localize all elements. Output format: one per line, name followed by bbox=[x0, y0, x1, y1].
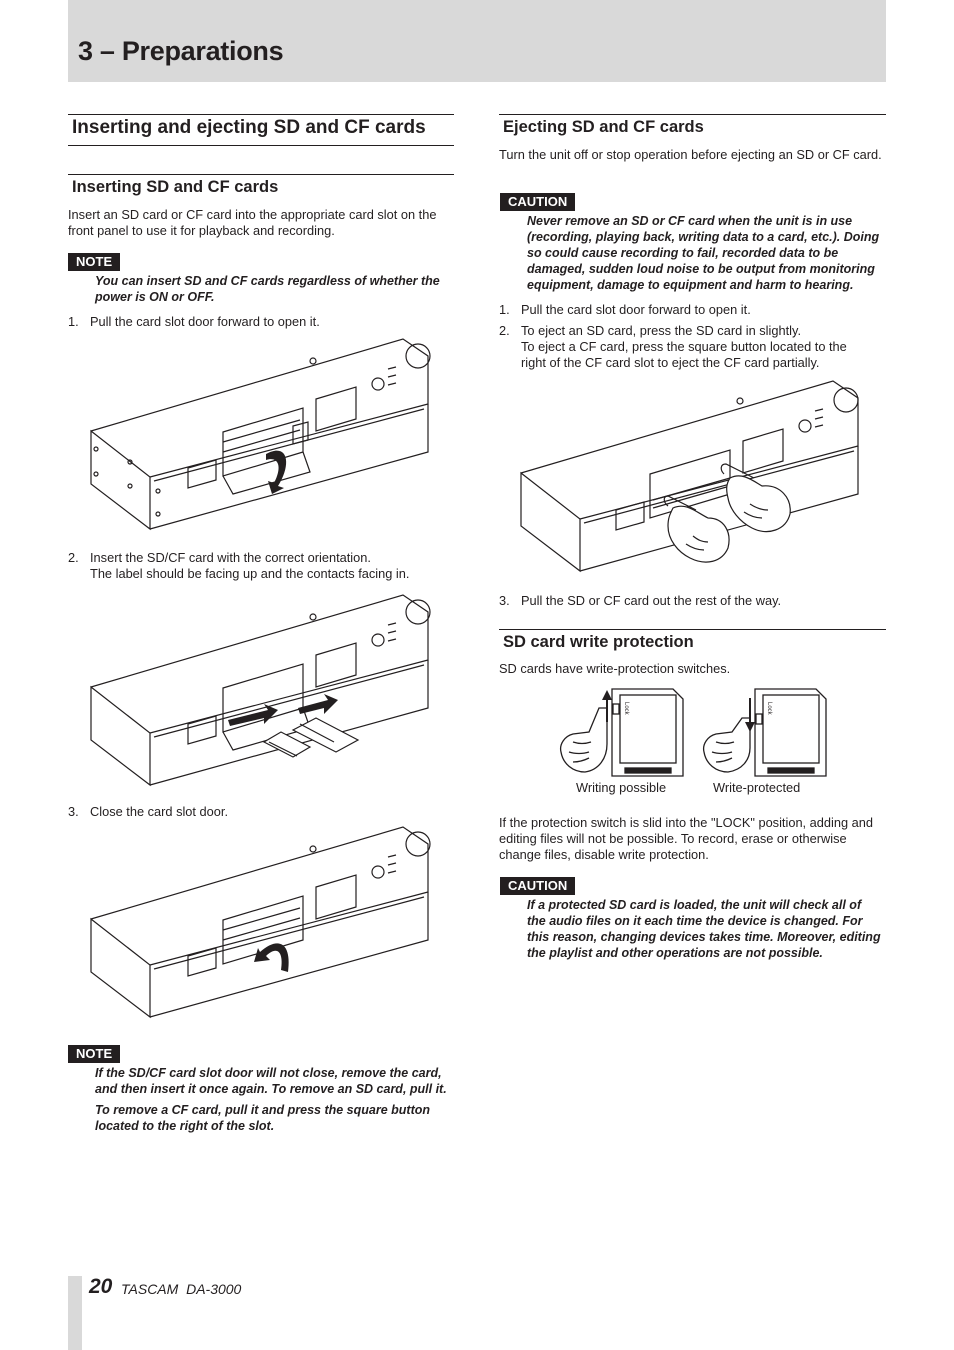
inserting-intro: Insert an SD card or CF card into the appropriate card slot on the front panel to use it for playback and recording. bbox=[68, 207, 437, 238]
footer-bar bbox=[68, 1276, 82, 1350]
step-number: 3. bbox=[68, 804, 79, 819]
step-text: Pull the card slot door forward to open it. bbox=[521, 302, 751, 317]
heading-write-protection bbox=[499, 629, 886, 654]
note2-text-2: To remove a CF card, pull it and press the square button located to the right of the slot. bbox=[95, 1103, 431, 1133]
section-title: Inserting and ejecting SD and CF cards bbox=[72, 117, 426, 138]
heading-ejecting-text: Ejecting SD and CF cards bbox=[503, 118, 704, 136]
device-illustration-close-door bbox=[88, 824, 438, 1022]
step-text: To eject a CF card, press the square button located to the bbox=[521, 339, 847, 354]
footer-brand: TASCAM DA-3000 bbox=[121, 1281, 242, 1297]
heading-ejecting bbox=[499, 114, 886, 139]
step-text: right of the CF card slot to eject the CF card partially. bbox=[521, 355, 820, 370]
write-protection-body: If the protection switch is slid into the "LOCK" position, adding and editing files will not be possible. To record, erase or otherwise change files, disable write protection. bbox=[499, 815, 874, 862]
heading-inserting-text: Inserting SD and CF cards bbox=[72, 178, 279, 196]
step-text: Close the card slot door. bbox=[90, 804, 228, 819]
device-illustration-open-door bbox=[88, 334, 438, 532]
caution-text: Never remove an SD or CF card when the unit is in use (recording, playing back, writing data to a card, etc.). Doing so could cause recording to fail, recorded data to be damaged, sudden loud noise to be output from monitoring equipment, damage to equipment and harm to hearing. bbox=[527, 214, 880, 292]
note-label: NOTE bbox=[68, 253, 120, 271]
step-text: To eject an SD card, press the SD card in slightly. bbox=[521, 323, 801, 338]
device-illustration-eject bbox=[518, 376, 866, 574]
write-protection-intro: SD cards have write-protection switches. bbox=[499, 661, 731, 676]
step-number: 3. bbox=[499, 593, 510, 608]
note2-label: NOTE bbox=[68, 1045, 120, 1063]
step-text: The label should be facing up and the contacts facing in. bbox=[90, 566, 410, 581]
step-number: 2. bbox=[499, 323, 510, 338]
caution2-label: CAUTION bbox=[500, 877, 575, 895]
page-number: 20 bbox=[89, 1275, 113, 1298]
step-number: 2. bbox=[68, 550, 79, 565]
lock-label: Lock bbox=[623, 702, 629, 715]
step-number: 1. bbox=[499, 302, 510, 317]
caption-write-protected: Write-protected bbox=[713, 780, 801, 795]
chapter-title: 3 – Preparations bbox=[78, 36, 284, 66]
caution2-text: If a protected SD card is loaded, the unit will check all of the audio files on it each time the device is changed. For this reason, changing devices takes time. Moreover, editing the playlist and other operations are not possible. bbox=[527, 898, 881, 960]
caption-writing-possible: Writing possible bbox=[576, 780, 667, 795]
heading-write-protection-text: SD card write protection bbox=[503, 633, 694, 651]
note2-text-1: If the SD/CF card slot door will not close, remove the card, and then insert it once again. To remove an SD card, pull it. bbox=[95, 1066, 447, 1096]
step-text: Pull the card slot door forward to open it. bbox=[90, 314, 320, 329]
step-number: 1. bbox=[68, 314, 79, 329]
device-illustration-insert-card bbox=[88, 592, 438, 790]
step-text: Insert the SD/CF card with the correct orientation. bbox=[90, 550, 371, 565]
section-heading-inserting-ejecting bbox=[68, 114, 454, 146]
heading-inserting bbox=[68, 174, 454, 199]
lock-label: Lock bbox=[766, 702, 772, 715]
step-text: Pull the SD or CF card out the rest of the way. bbox=[521, 593, 782, 608]
caution-label: CAUTION bbox=[500, 193, 575, 211]
ejecting-intro: Turn the unit off or stop operation before ejecting an SD or CF card. bbox=[499, 147, 882, 162]
sd-card-illustration bbox=[555, 686, 845, 780]
note-text: You can insert SD and CF cards regardless of whether the power is ON or OFF. bbox=[95, 274, 440, 304]
